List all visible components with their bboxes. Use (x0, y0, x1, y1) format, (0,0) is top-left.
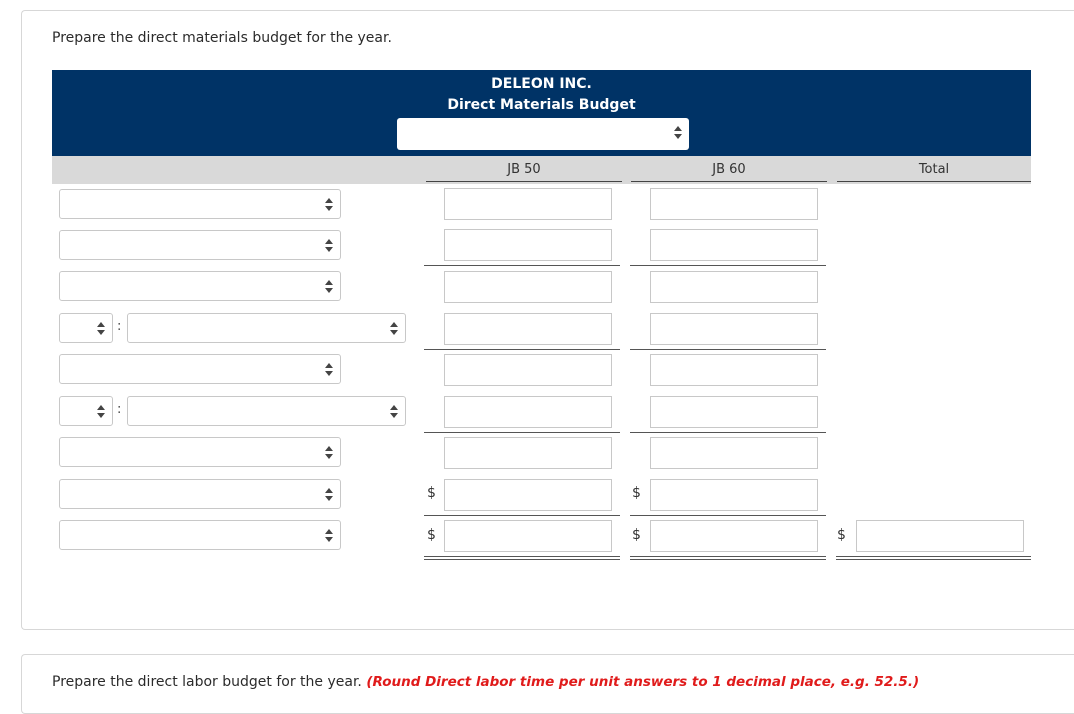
jb60-total-input[interactable] (650, 520, 818, 552)
jb60-input[interactable] (650, 437, 818, 469)
row-label-select[interactable] (127, 313, 406, 343)
row-label-select[interactable] (59, 354, 341, 384)
company-name: DELEON INC. (491, 76, 592, 92)
column-header-jb50: JB 50 (507, 162, 541, 177)
next-instruction-text: Prepare the direct labor budget for the year. (52, 674, 362, 690)
colon-separator: : (117, 402, 122, 417)
chevron-updown-icon (97, 405, 105, 419)
jb60-input[interactable] (650, 479, 818, 511)
double-rule (630, 556, 826, 557)
subtotal-rule (424, 265, 620, 266)
row-label-select[interactable] (59, 271, 341, 301)
chevron-updown-icon (325, 280, 333, 294)
row-label-select[interactable] (127, 396, 406, 426)
chevron-updown-icon (325, 239, 333, 253)
column-header-total: Total (918, 162, 950, 177)
chevron-updown-icon (390, 405, 398, 419)
jb60-input[interactable] (650, 396, 818, 428)
subtotal-rule (424, 349, 620, 350)
chevron-updown-icon (674, 126, 682, 140)
currency-symbol: $ (427, 527, 436, 543)
double-rule (424, 559, 620, 560)
jb60-input[interactable] (650, 188, 818, 220)
row-label-select[interactable] (59, 189, 341, 219)
subtotal-rule (630, 432, 826, 433)
instruction-text: Prepare the direct materials budget for the year. (52, 30, 392, 46)
next-instruction (52, 674, 919, 690)
jb50-input[interactable] (444, 396, 612, 428)
row-label-select[interactable] (59, 479, 341, 509)
column-header-jb60: JB 60 (712, 162, 746, 177)
jb50-input[interactable] (444, 229, 612, 261)
operator-select[interactable] (59, 396, 113, 426)
double-rule (836, 559, 1031, 560)
jb50-total-input[interactable] (444, 520, 612, 552)
double-rule (630, 559, 826, 560)
jb50-input[interactable] (444, 271, 612, 303)
chevron-updown-icon (325, 198, 333, 212)
jb60-input[interactable] (650, 271, 818, 303)
jb60-input[interactable] (650, 354, 818, 386)
operator-select[interactable] (59, 313, 113, 343)
currency-symbol: $ (632, 485, 641, 501)
chevron-updown-icon (325, 363, 333, 377)
chevron-updown-icon (390, 322, 398, 336)
period-select[interactable] (397, 118, 689, 150)
subtotal-rule (630, 349, 826, 350)
double-rule (424, 556, 620, 557)
subtotal-rule (630, 265, 826, 266)
jb50-input[interactable] (444, 313, 612, 345)
currency-symbol: $ (632, 527, 641, 543)
row-label-select[interactable] (59, 230, 341, 260)
budget-header (52, 70, 1031, 156)
divider (426, 181, 622, 182)
chevron-updown-icon (325, 446, 333, 460)
budget-title: Direct Materials Budget (447, 97, 636, 113)
currency-symbol: $ (837, 527, 846, 543)
double-rule (836, 556, 1031, 557)
colon-separator: : (117, 319, 122, 334)
rounding-note: (Round Direct labor time per unit answers to 1 decimal place, e.g. 52.5.) (366, 674, 920, 690)
column-header-row (52, 156, 1031, 184)
subtotal-rule (424, 432, 620, 433)
grand-total-input[interactable] (856, 520, 1024, 552)
subtotal-rule (424, 515, 620, 516)
chevron-updown-icon (325, 488, 333, 502)
jb60-input[interactable] (650, 229, 818, 261)
jb50-input[interactable] (444, 479, 612, 511)
chevron-updown-icon (97, 322, 105, 336)
jb50-input[interactable] (444, 354, 612, 386)
jb50-input[interactable] (444, 437, 612, 469)
row-label-select[interactable] (59, 437, 341, 467)
divider (631, 181, 827, 182)
currency-symbol: $ (427, 485, 436, 501)
chevron-updown-icon (325, 529, 333, 543)
jb60-input[interactable] (650, 313, 818, 345)
jb50-input[interactable] (444, 188, 612, 220)
divider (837, 181, 1031, 182)
subtotal-rule (630, 515, 826, 516)
row-label-select[interactable] (59, 520, 341, 550)
